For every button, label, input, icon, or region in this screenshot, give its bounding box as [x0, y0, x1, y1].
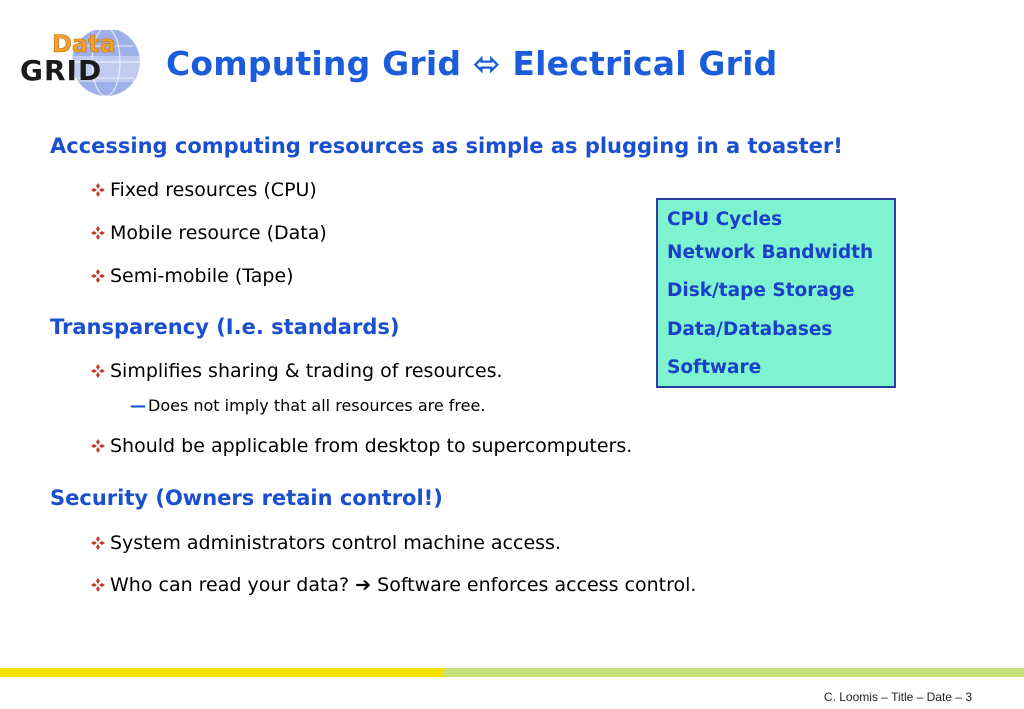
- four-diamond-bullet-icon: [90, 577, 106, 593]
- bullet-text: Simplifies sharing & trading of resources.: [110, 360, 503, 382]
- em-dash-icon: —: [130, 396, 146, 415]
- list-item: [90, 532, 561, 554]
- resource-item: Data/Databases: [667, 318, 833, 340]
- list-item: [90, 360, 503, 382]
- list-item: [90, 222, 327, 244]
- sub-list-item: [130, 396, 485, 415]
- four-diamond-bullet-icon: [90, 535, 106, 551]
- resource-item: Software: [667, 357, 762, 379]
- bullet-text: Fixed resources (CPU): [110, 179, 317, 201]
- footer-bar-green: [444, 668, 1024, 677]
- bullet-text: Semi-mobile (Tape): [110, 265, 294, 287]
- subbullet-text: Does not imply that all resources are free.: [148, 396, 486, 415]
- resource-item: CPU Cycles: [667, 209, 783, 230]
- svg-text:GRID: GRID: [20, 54, 103, 87]
- bullet-text: Should be applicable from desktop to supercomputers.: [110, 435, 633, 457]
- footer-bar-yellow: [0, 668, 444, 677]
- bullet-text: Who can read your data? ➔ Software enforces access control.: [110, 574, 697, 596]
- list-item: [90, 574, 696, 596]
- section-heading-security: Security (Owners retain control!): [50, 486, 443, 510]
- four-diamond-bullet-icon: [90, 268, 106, 284]
- bullet-text: Mobile resource (Data): [110, 222, 327, 244]
- svg-text:Data: Data: [52, 30, 116, 58]
- globe-logo-icon: [18, 30, 158, 102]
- four-diamond-bullet-icon: [90, 225, 106, 241]
- page-title: Computing Grid ⬄ Electrical Grid: [166, 44, 778, 83]
- four-diamond-bullet-icon: [90, 438, 106, 454]
- four-diamond-bullet-icon: [90, 363, 106, 379]
- resource-item: Network Bandwidth: [667, 242, 874, 263]
- section-heading-access: Accessing computing resources as simple as plugging in a toaster!: [50, 134, 843, 158]
- resource-box: [656, 198, 896, 388]
- footer-text: C. Loomis – Title – Date – 3: [823, 690, 972, 704]
- resource-item: Disk/tape Storage: [667, 280, 855, 302]
- list-item: [90, 265, 294, 287]
- list-item: [90, 179, 317, 201]
- four-diamond-bullet-icon: [90, 182, 106, 198]
- section-heading-transparency: Transparency (I.e. standards): [50, 315, 400, 339]
- datagrid-logo: [18, 30, 158, 102]
- bullet-text: System administrators control machine access.: [110, 532, 561, 554]
- list-item: [90, 435, 632, 457]
